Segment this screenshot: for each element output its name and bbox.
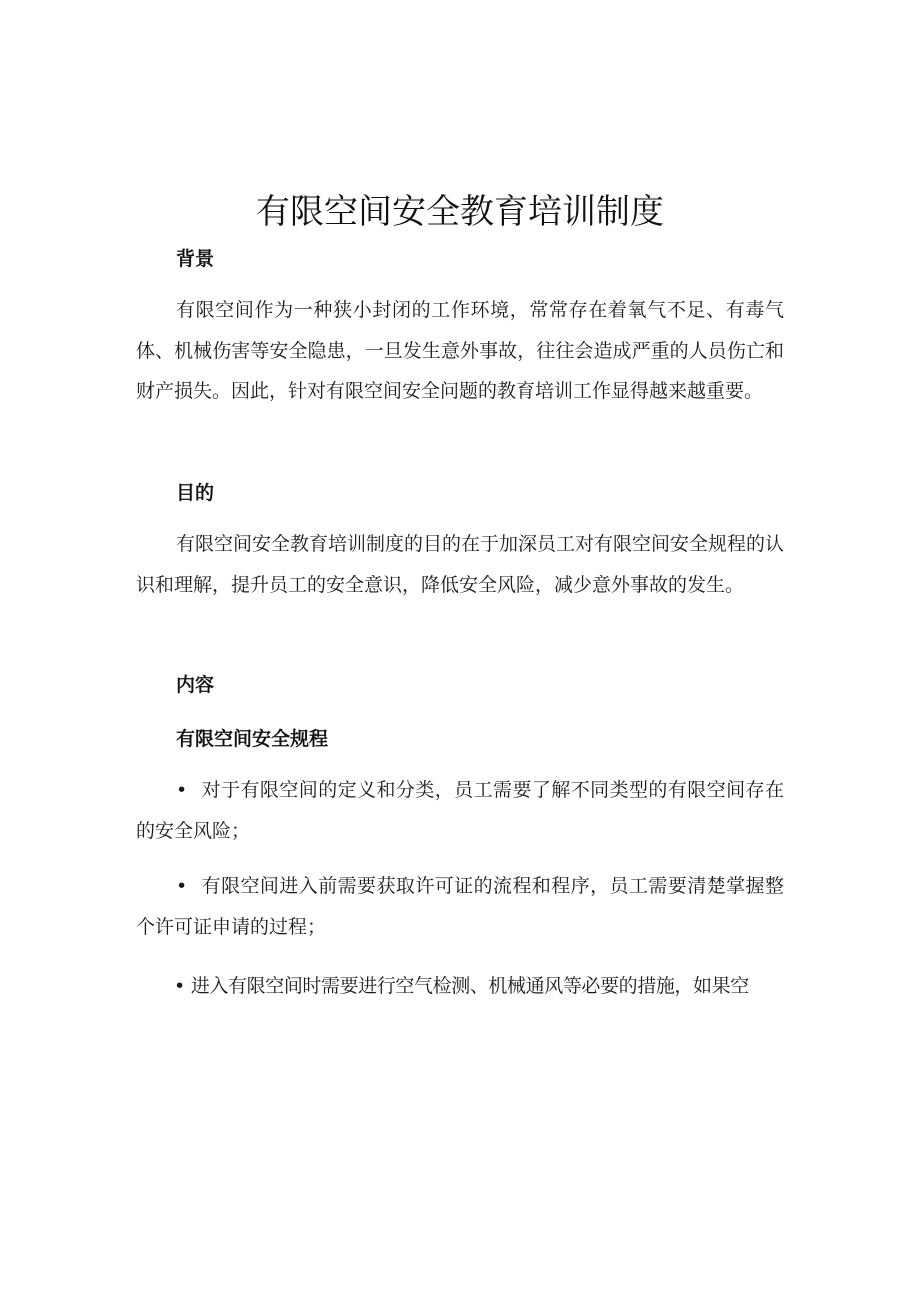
purpose-paragraph: 有限空间安全教育培训制度的目的在于加深员工对有限空间安全规程的认识和理解，提升员工的安全意识，降低安全风险，减少意外事故的发生。: [136, 533, 785, 596]
list-item-text: 进入有限空间时需要进行空气检测、机械通风等必要的措施，如果空: [190, 975, 749, 997]
document-title: 有限空间安全教育培训制度: [256, 192, 664, 232]
list-item: [136, 866, 784, 947]
bullet-icon: •: [174, 975, 185, 997]
section-heading-background: 背景: [176, 248, 215, 270]
list-item: [136, 966, 784, 1007]
section-subheading-safety-rules: 有限空间安全规程: [176, 728, 329, 750]
background-paragraph: 有限空间作为一种狭小封闭的工作环境，常常存在着氧气不足、有毒气体、机械伤害等安全隐患，一旦发生意外事故，往往会造成严重的人员伤亡和财产损失。因此，针对有限空间安全问题的教育培训工作显得越来越重要。: [136, 299, 784, 402]
list-item: [136, 770, 784, 851]
list-item-text: 对于有限空间的定义和分类，员工需要了解不同类型的有限空间存在的安全风险；: [136, 779, 784, 842]
bullet-icon: •: [176, 875, 188, 897]
bullet-icon: •: [176, 779, 188, 801]
section-heading-content: 内容: [176, 674, 215, 696]
list-item-text: 有限空间进入前需要获取许可证的流程和程序，员工需要清楚掌握整个许可证申请的过程；: [136, 875, 784, 938]
section-heading-purpose: 目的: [176, 482, 215, 504]
